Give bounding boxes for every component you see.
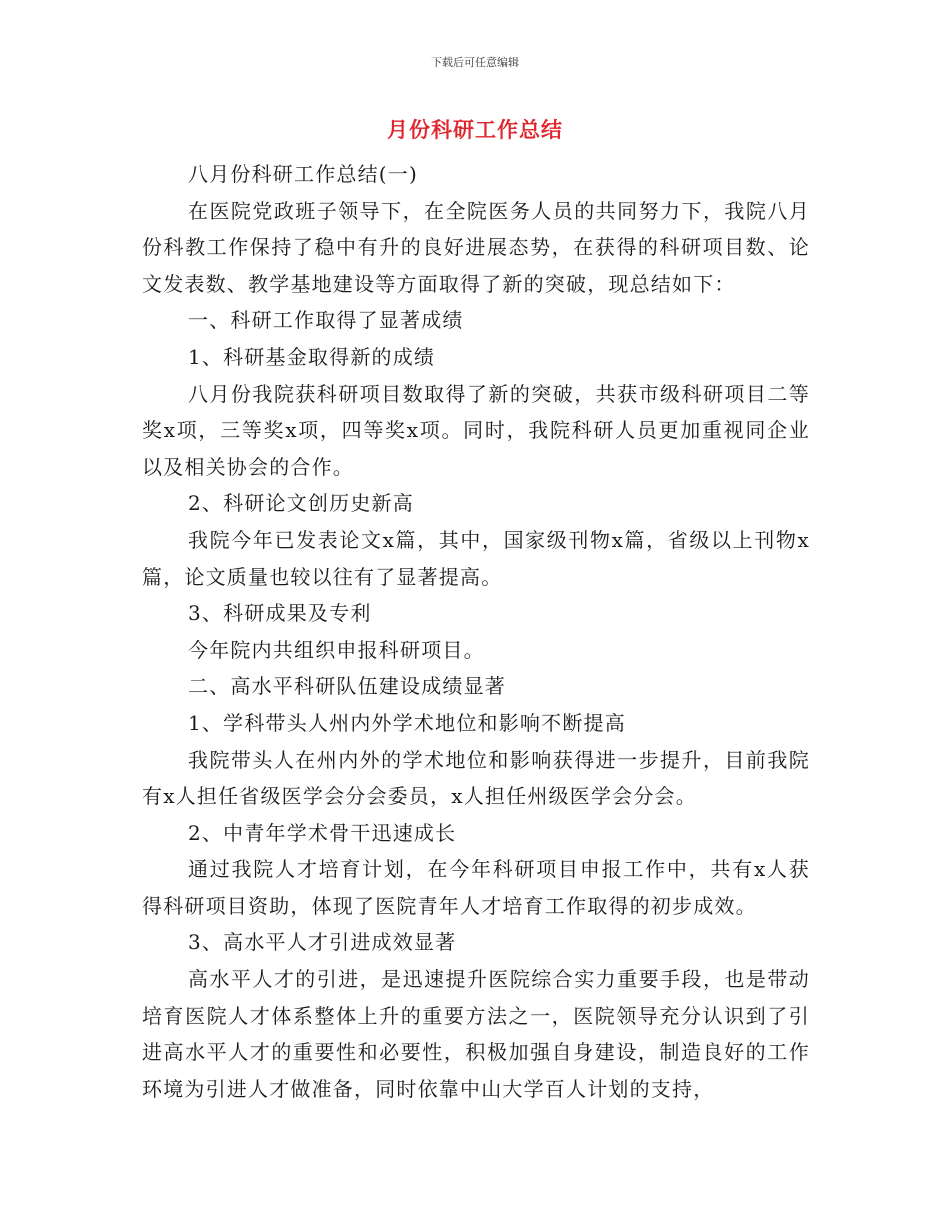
- body-paragraph: 我院带头人在州内外的学术地位和影响获得进一步提升，目前我院有x人担任省级医学会分会委员，x人担任州级医学会分会。: [142, 747, 810, 809]
- document-body: [142, 156, 810, 1107]
- body-paragraph: 八月份我院获科研项目数取得了新的突破，共获市级科研项目二等奖x项，三等奖x项，四等奖x项。同时，我院科研人员更加重视同企业以及相关协会的合作。: [142, 381, 810, 479]
- subsection-heading: 3、高水平人才引进成效显著: [188, 930, 457, 955]
- document-title: 月份科研工作总结: [387, 118, 563, 142]
- header-note: 下载后可任意编辑: [431, 56, 519, 69]
- section-heading: 一、科研工作取得了显著成绩: [188, 308, 464, 333]
- section-heading: 八月份科研工作总结(一): [188, 162, 419, 186]
- body-paragraph: 通过我院人才培育计划，在今年科研项目申报工作中，共有x人获得科研项目资助，体现了医院青年人才培育工作取得的初步成效。: [142, 857, 810, 918]
- body-paragraph: 我院今年已发表论文x篇，其中，国家级刊物x篇，省级以上刊物x篇，论文质量也较以往有了显著提高。: [142, 527, 810, 589]
- section-heading: 二、高水平科研队伍建设成绩显著: [188, 674, 506, 699]
- body-paragraph: 高水平人才的引进，是迅速提升医院综合实力重要手段，也是带动培育医院人才体系整体上升的重要方法之一，医院领导充分认识到了引进高水平人才的重要性和必要性，积极加强自身建设，制造良好的工作环境为引进人才做准备，同时依靠中山大学百人计划的支持，: [142, 967, 810, 1101]
- subsection-heading: 1、科研基金取得新的成绩: [188, 344, 436, 369]
- subsection-heading: 3、科研成果及专利: [188, 601, 372, 626]
- subsection-heading: 2、科研论文创历史新高: [188, 491, 414, 516]
- body-paragraph: 在医院党政班子领导下，在全院医务人员的共同努力下，我院八月份科教工作保持了稳中有升的良好进展态势，在获得的科研项目数、论文发表数、教学基地建设等方面取得了新的突破，现总结如下：: [142, 198, 810, 296]
- body-paragraph: 今年院内共组织申报科研项目。: [188, 637, 485, 662]
- subsection-heading: 2、中青年学术骨干迅速成长: [188, 820, 457, 845]
- subsection-heading: 1、学科带头人州内外学术地位和影响不断提高: [188, 710, 626, 735]
